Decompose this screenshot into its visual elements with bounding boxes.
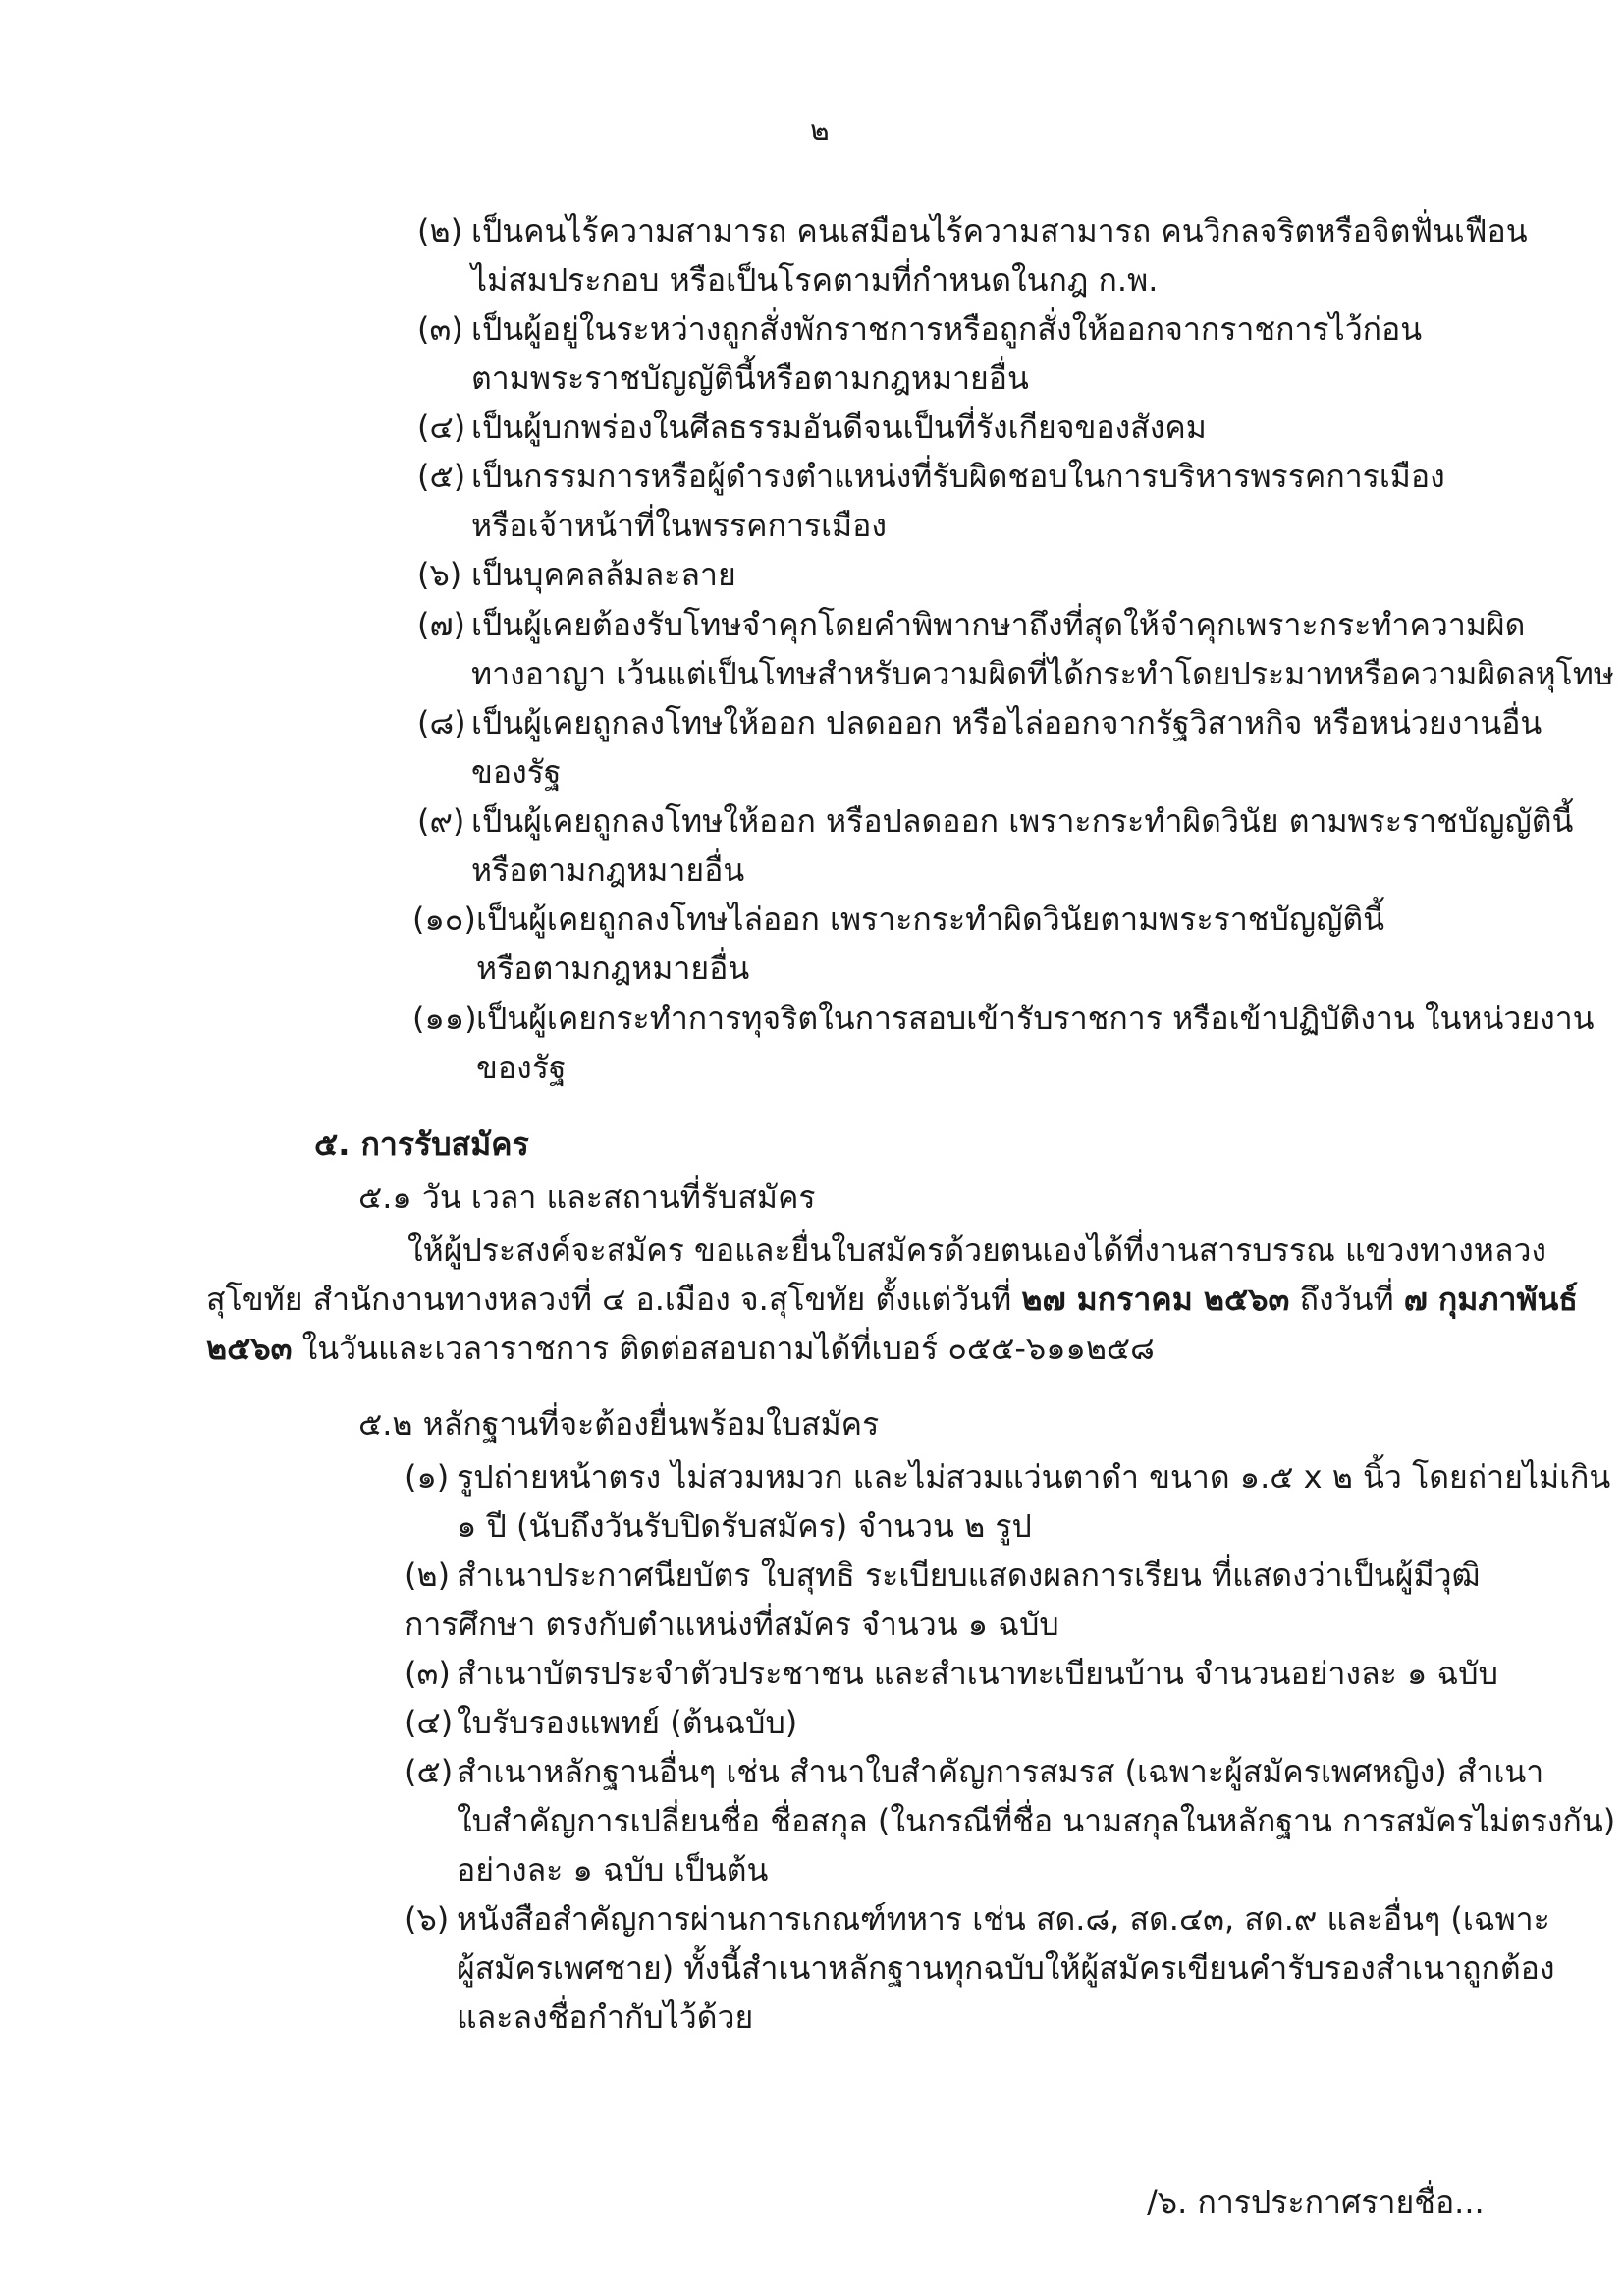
qual-text-4-l1: เป็นผู้บกพร่องในศีลธรรมอันดีจนเป็นที่รังเกียจของสังคม bbox=[471, 409, 1207, 446]
qual-text-11-l2: ของรัฐ bbox=[476, 1049, 567, 1086]
qual-text-7-l2: ทางอาญา เว้นแต่เป็นโทษสำหรับความผิดที่ได้กระทำโดยประมาทหรือความผิดลหุโทษ bbox=[471, 655, 1614, 692]
qual-text-9-l1: เป็นผู้เคยถูกลงโทษให้ออก หรือปลดออก เพราะกระทำผิดวินัย ตามพระราชบัญญัตินี้ bbox=[471, 802, 1574, 840]
qual-text-9-l2: หรือตามกฎหมายอื่น bbox=[471, 851, 745, 889]
s51-text-c: ถึงวันที่ bbox=[1289, 1281, 1404, 1318]
doc-text-2-l1: สำเนาประกาศนียบัตร ใบสุทธิ ระเบียบแสดงผลการเรียน ที่แสดงว่าเป็นผู้มีวุฒิ bbox=[457, 1557, 1481, 1594]
doc-text-3-l1: สำเนาบัตรประจำตัวประชาชน และสำเนาทะเบียนบ้าน จำนวนอย่างละ ๑ ฉบับ bbox=[457, 1655, 1498, 1692]
s51-year: ๒๕๖๓ bbox=[206, 1330, 293, 1367]
next-page-continuation: /๖. การประกาศรายชื่อ... bbox=[1147, 2183, 1485, 2220]
qual-no-8: (๘) bbox=[417, 704, 466, 741]
qual-text-3-l2: ตามพระราชบัญญัตินี้หรือตามกฎหมายอื่น bbox=[471, 359, 1029, 397]
doc-no-4: (๔) bbox=[405, 1704, 454, 1741]
qual-no-11: (๑๑) bbox=[412, 1000, 477, 1037]
qual-text-11-l1: เป็นผู้เคยกระทำการทุจริตในการสอบเข้ารับราชการ หรือเข้าปฏิบัติงาน ในหน่วยงาน bbox=[476, 1000, 1595, 1037]
doc-text-5-l1: สำเนาหลักฐานอื่นๆ เช่น สำนาใบสำคัญการสมรส (เฉพาะผู้สมัครเพศหญิง) สำเนา bbox=[457, 1753, 1544, 1790]
qual-text-5-l1: เป็นกรรมการหรือผู้ดำรงตำแหน่งที่รับผิดชอบในการบริหารพรรคการเมือง bbox=[471, 458, 1445, 495]
qual-text-8-l2: ของรัฐ bbox=[471, 753, 562, 791]
section-5-1-line-1: ให้ผู้ประสงค์จะสมัคร ขอและยื่นใบสมัครด้วยตนเองได้ที่งานสารบรรณ แขวงทางหลวง bbox=[407, 1231, 1547, 1269]
qual-no-2: (๒) bbox=[417, 212, 463, 249]
doc-text-1-l2: ๑ ปี (นับถึงวันรับปิดรับสมัคร) จำนวน ๒ รูป bbox=[457, 1507, 1032, 1545]
qual-text-10-l2: หรือตามกฎหมายอื่น bbox=[476, 950, 750, 987]
doc-no-1: (๑) bbox=[405, 1458, 450, 1496]
qual-no-5: (๕) bbox=[417, 458, 466, 495]
doc-no-6: (๖) bbox=[405, 1900, 450, 1938]
s51-text-contact: ในวันและเวลาราชการ ติดต่อสอบถามได้ที่เบอร์ ๐๕๕-๖๑๑๒๕๘ bbox=[292, 1330, 1155, 1367]
qual-no-9: (๙) bbox=[417, 802, 465, 840]
section-5-heading: ๕. การรับสมัคร bbox=[314, 1125, 529, 1163]
doc-text-6-l1: หนังสือสำคัญการผ่านการเกณฑ์ทหาร เช่น สด.๘, สด.๔๓, สด.๙ และอื่นๆ (เฉพาะ bbox=[457, 1900, 1550, 1938]
doc-text-1-l1: รูปถ่ายหน้าตรง ไม่สวมหมวก และไม่สวมแว่นตาดำ ขนาด ๑.๕ x ๒ นิ้ว โดยถ่ายไม่เกิน bbox=[457, 1458, 1611, 1496]
qual-text-3-l1: เป็นผู้อยู่ในระหว่างถูกสั่งพักราชการหรือถูกสั่งให้ออกจากราชการไว้ก่อน bbox=[471, 310, 1423, 348]
doc-text-5-l3: อย่างละ ๑ ฉบับ เป็นต้น bbox=[457, 1851, 769, 1888]
qual-no-10: (๑๐) bbox=[412, 901, 476, 938]
doc-no-5: (๕) bbox=[405, 1753, 454, 1790]
doc-text-2-l2: การศึกษา ตรงกับตำแหน่งที่สมัคร จำนวน ๑ ฉบับ bbox=[405, 1606, 1059, 1643]
s51-date-start: ๒๗ มกราคม ๒๕๖๓ bbox=[1021, 1281, 1290, 1318]
qual-text-8-l1: เป็นผู้เคยถูกลงโทษให้ออก ปลดออก หรือไล่ออกจากรัฐวิสาหกิจ หรือหน่วยงานอื่น bbox=[471, 704, 1542, 741]
doc-text-6-l2: ผู้สมัครเพศชาย) ทั้งนี้สำเนาหลักฐานทุกฉบับให้ผู้สมัครเขียนคำรับรองสำเนาถูกต้อง bbox=[457, 1949, 1555, 1987]
doc-text-4-l1: ใบรับรองแพทย์ (ต้นฉบับ) bbox=[457, 1704, 798, 1741]
section-5-1-line-2 bbox=[206, 1278, 1578, 1321]
qual-text-10-l1: เป็นผู้เคยถูกลงโทษไล่ออก เพราะกระทำผิดวินัยตามพระราชบัญญัตินี้ bbox=[476, 901, 1385, 938]
doc-no-3: (๓) bbox=[405, 1655, 451, 1692]
qual-no-7: (๗) bbox=[417, 606, 466, 643]
section-5-2-heading: ๕.๒ หลักฐานที่จะต้องยื่นพร้อมใบสมัคร bbox=[358, 1405, 880, 1443]
section-5-1-heading: ๕.๑ วัน เวลา และสถานที่รับสมัคร bbox=[358, 1178, 816, 1216]
doc-text-5-l2: ใบสำคัญการเปลี่ยนชื่อ ชื่อสกุล (ในกรณีที่ชื่อ นามสกุลในหลักฐาน การสมัครไม่ตรงกัน) bbox=[457, 1802, 1616, 1839]
s51-date-end: ๗ กุมภาพันธ์ bbox=[1403, 1281, 1578, 1318]
qual-text-7-l1: เป็นผู้เคยต้องรับโทษจำคุกโดยคำพิพากษาถึงที่สุดให้จำคุกเพราะกระทำความผิด bbox=[471, 606, 1526, 643]
qual-text-2-l2: ไม่สมประกอบ หรือเป็นโรคตามที่กำหนดในกฎ ก.พ. bbox=[471, 261, 1159, 299]
qual-no-4: (๔) bbox=[417, 409, 466, 446]
qual-text-6-l1: เป็นบุคคลล้มละลาย bbox=[471, 556, 736, 593]
qual-text-2-l1: เป็นคนไร้ความสามารถ คนเสมือนไร้ความสามารถ คนวิกลจริตหรือจิตฟั่นเฟือน bbox=[471, 212, 1528, 249]
qual-no-6: (๖) bbox=[417, 556, 462, 593]
qual-text-5-l2: หรือเจ้าหน้าที่ในพรรคการเมือง bbox=[471, 507, 887, 544]
doc-text-6-l3: และลงชื่อกำกับไว้ด้วย bbox=[457, 1998, 754, 2036]
doc-no-2: (๒) bbox=[405, 1557, 451, 1594]
qual-no-3: (๓) bbox=[417, 310, 463, 348]
section-5-1-line-3 bbox=[206, 1327, 1155, 1370]
s51-text-a: สุโขทัย สำนักงานทางหลวงที่ ๔ อ.เมือง จ.สุโขทัย ตั้งแต่วันที่ bbox=[206, 1281, 1022, 1318]
page-number: ๒ bbox=[810, 114, 830, 148]
